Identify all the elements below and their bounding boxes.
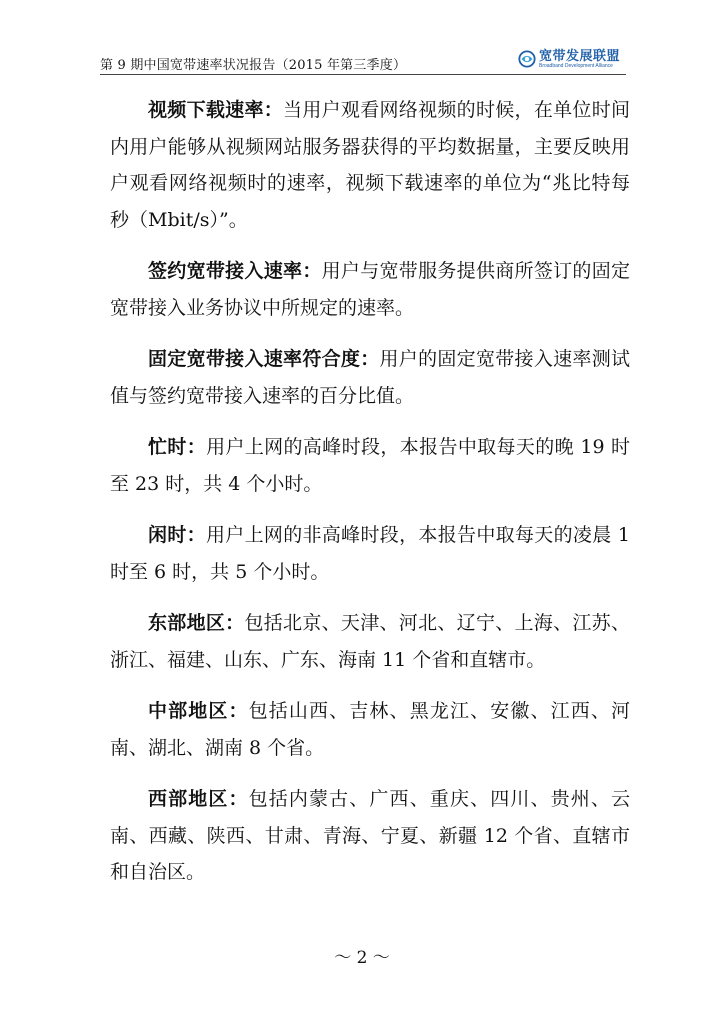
definition-term: 东部地区： [148,612,245,634]
page-header [100,44,626,80]
definition-text: 包括内蒙古、广西、重庆、四川、贵州、云南、西藏、陕西、甘肃、青海、宁夏、新疆 12 个省、直辖市和自治区。 [110,788,630,883]
definitions-body [110,92,630,906]
definition-busy-hours [110,429,630,502]
definition-term: 视频下载速率： [148,99,284,121]
logo-text [539,50,620,69]
definition-text: 用户与宽带服务提供商所签订的固定宽带接入业务协议中所规定的速率。 [110,260,630,319]
definition-term: 西部地区： [148,788,249,810]
header-divider [100,74,626,75]
definition-central-region [110,693,630,766]
definition-term: 固定宽带接入速率符合度： [148,348,380,370]
definition-term: 闲时： [148,524,206,546]
definition-term: 签约宽带接入速率： [148,260,322,282]
definition-rate-compliance [110,341,630,414]
logo-english-name: Broadband Development Alliance [538,62,613,69]
definition-contracted-rate [110,253,630,326]
alliance-logo [518,48,620,70]
definition-term: 中部地区： [148,700,249,722]
definition-text: 包括北京、天津、河北、辽宁、上海、江苏、浙江、福建、山东、广东、海南 11 个省和直辖市。 [110,612,630,671]
report-title: 第 9 期中国宽带速率状况报告（2015 年第三季度） [100,58,407,73]
logo-chinese-name: 宽带发展联盟 [538,48,620,64]
definition-text: 当用户观看网络视频的时候，在单位时间内用户能够从视频网站服务器获得的平均数据量，主要反映用户观看网络视频时的速率，视频下载速率的单位为“兆比特每秒（Mbit/s）”。 [110,99,630,231]
definition-video-download-rate [110,92,630,238]
definition-eastern-region [110,605,630,678]
definition-text: 用户上网的高峰时段，本报告中取每天的晚 19 时至 23 时，共 4 个小时。 [110,436,630,495]
definition-text: 用户上网的非高峰时段，本报告中取每天的凌晨 1 时至 6 时，共 5 个小时。 [110,524,630,583]
definition-term: 忙时： [148,436,207,458]
definition-idle-hours [110,517,630,590]
definition-text: 用户的固定宽带接入速率测试值与签约宽带接入速率的百分比值。 [110,348,630,407]
page-number: ～ 2 ～ [334,948,390,968]
definition-western-region [110,781,630,891]
definition-text: 包括山西、吉林、黑龙江、安徽、江西、河南、湖北、湖南 8 个省。 [110,700,630,759]
alliance-logo-icon [518,50,536,68]
